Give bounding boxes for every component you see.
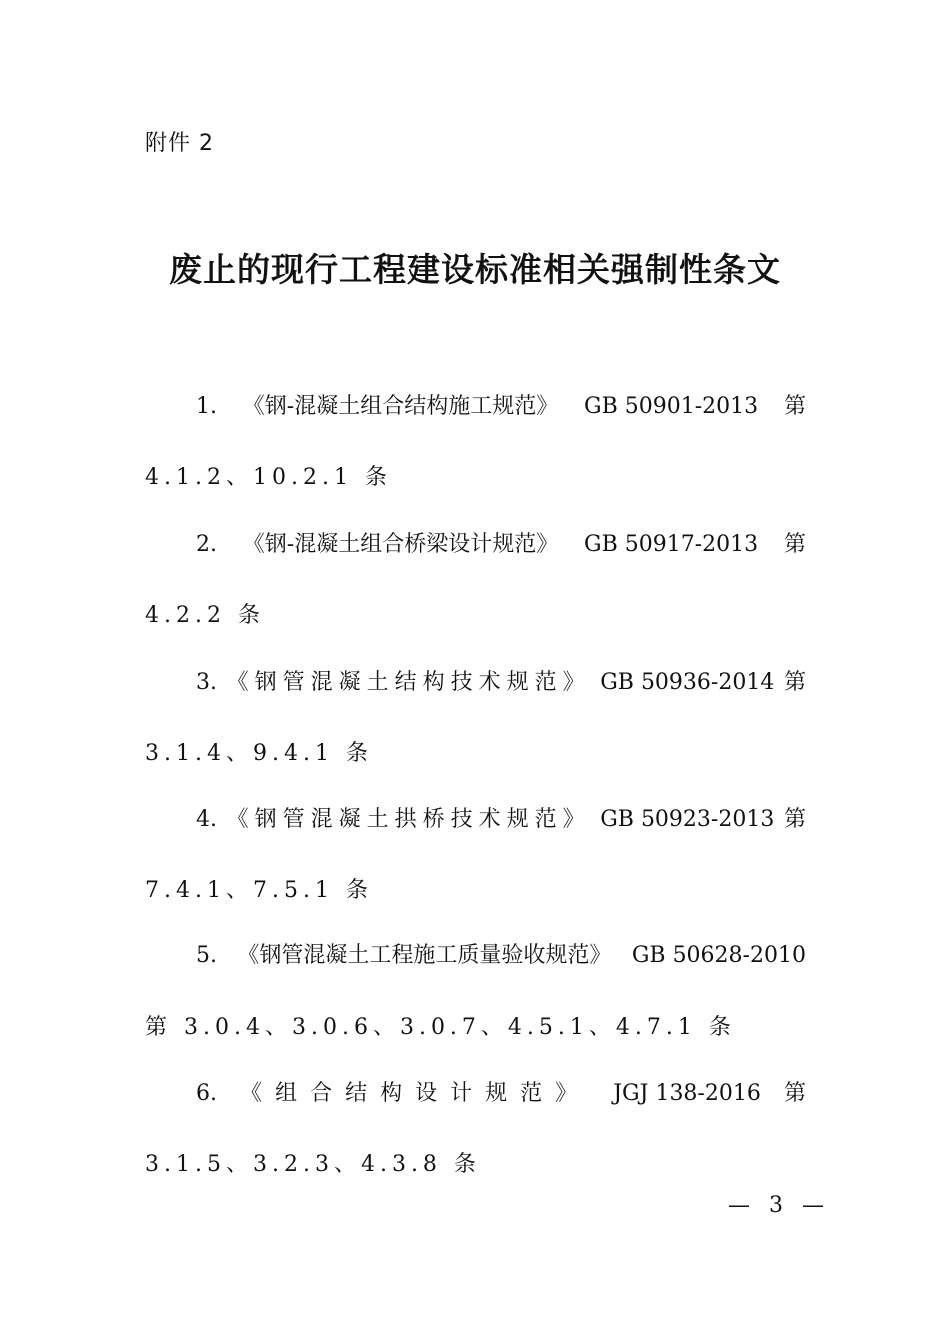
standard-code: GB 50917-2013 bbox=[584, 532, 759, 557]
clause-prefix: 第 bbox=[783, 394, 806, 419]
item-number: 3. bbox=[196, 670, 217, 695]
document-title: 废止的现行工程建设标准相关强制性条文 bbox=[169, 250, 781, 289]
page-number: — 3 — bbox=[728, 1193, 830, 1218]
standard-code: GB 50923-2013 bbox=[600, 807, 775, 832]
clause-prefix: 第 bbox=[783, 670, 806, 695]
clause-prefix: 第 bbox=[783, 807, 806, 832]
list-item-2-clauses: 4.2.2 条 bbox=[145, 603, 265, 628]
standard-code: GB 50628-2010 bbox=[631, 943, 806, 968]
list-item-6-clauses: 3.1.5、3.2.3、4.3.8 条 bbox=[145, 1152, 481, 1177]
standard-name: 《钢管混凝土拱桥技术规范》 bbox=[226, 807, 591, 832]
standard-name: 《钢-混凝土组合桥梁设计规范》 bbox=[242, 532, 559, 557]
list-item-4-first-line bbox=[196, 805, 806, 835]
clause-prefix: 第 bbox=[783, 532, 806, 557]
list-item-1-clauses: 4.1.2、10.2.1 条 bbox=[145, 465, 392, 490]
standard-code: GB 50901-2013 bbox=[584, 394, 759, 419]
item-number: 2. bbox=[196, 532, 217, 557]
item-number: 6. bbox=[196, 1081, 217, 1106]
item-number: 4. bbox=[196, 807, 217, 832]
item-number: 5. bbox=[196, 943, 217, 968]
attachment-label: 附件 2 bbox=[145, 131, 214, 156]
list-item-6-first-line bbox=[196, 1079, 806, 1109]
standard-code: GB 50936-2014 bbox=[600, 670, 775, 695]
standard-code: JGJ 138-2016 bbox=[613, 1081, 761, 1106]
list-item-3-first-line bbox=[196, 668, 806, 698]
item-number: 1. bbox=[196, 394, 217, 419]
clause-prefix: 第 bbox=[783, 1081, 806, 1106]
list-item-1-first-line bbox=[196, 392, 806, 422]
standard-name: 《钢管混凝土结构技术规范》 bbox=[226, 670, 591, 695]
standard-name: 《钢-混凝土组合结构施工规范》 bbox=[242, 394, 559, 419]
standard-name: 《组合结构设计规范》 bbox=[240, 1081, 591, 1106]
standard-name: 《钢管混凝土工程施工质量验收规范》 bbox=[237, 943, 612, 968]
list-item-5-first-line bbox=[196, 941, 806, 971]
list-item-4-clauses: 7.4.1、7.5.1 条 bbox=[145, 878, 373, 903]
list-item-3-clauses: 3.1.4、9.4.1 条 bbox=[145, 741, 373, 766]
list-item-2-first-line bbox=[196, 530, 806, 560]
list-item-5-clauses: 第 3.0.4、3.0.6、3.0.7、4.5.1、4.7.1 条 bbox=[145, 1015, 736, 1040]
